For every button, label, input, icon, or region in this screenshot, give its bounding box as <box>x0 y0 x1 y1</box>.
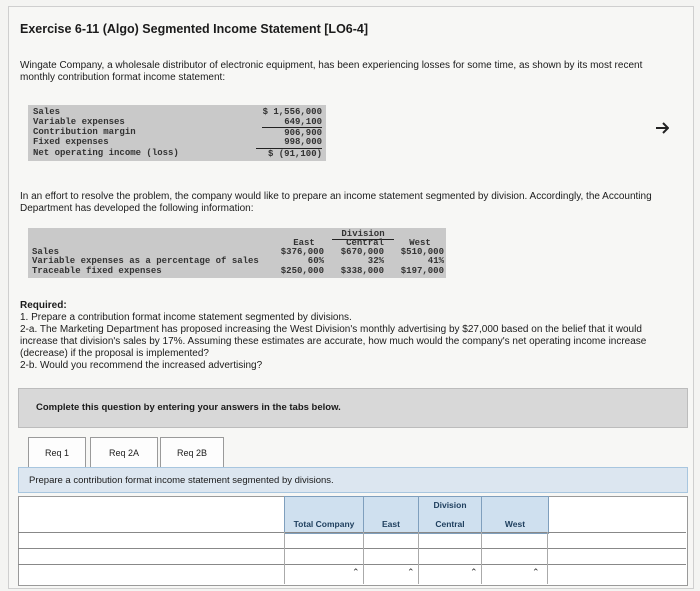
answer-col-divider <box>284 532 285 584</box>
exercise-title: Exercise 6-11 (Algo) Segmented Income Statement [LO6-4] <box>20 22 369 36</box>
header-central: Division Central <box>418 496 482 534</box>
division-cell: $197,000 <box>400 266 444 276</box>
answer-col-divider <box>547 532 548 584</box>
division-cell: 41% <box>427 256 444 266</box>
intro-text: Wingate Company, a wholesale distributor of electronic equipment, has been experiencing losses for some time, as shown by its most recent monthly contribution format income statement: <box>20 60 643 83</box>
income-row-label: Contribution margin <box>33 127 136 137</box>
answer-col-divider <box>418 532 419 584</box>
income-row-label: Sales <box>33 107 61 117</box>
tab-prompt <box>18 467 688 493</box>
prompt-text: Prepare a contribution format income statement segmented by divisions. <box>29 475 334 486</box>
division-col-header: East <box>293 238 315 248</box>
answer-label-input[interactable] <box>18 549 284 563</box>
answer-label-input[interactable] <box>18 565 284 583</box>
cursor-arrow-icon <box>655 121 669 135</box>
dropdown-caret-icon[interactable]: ⌃ <box>532 567 540 577</box>
division-cell: $670,000 <box>340 247 384 257</box>
income-row-value: $ (91,100) <box>256 148 322 159</box>
division-cell: $338,000 <box>340 266 384 276</box>
tab-req-2a[interactable]: Req 2A <box>90 437 158 469</box>
division-row-label: Traceable fixed expenses <box>32 266 162 276</box>
dropdown-caret-icon[interactable]: ⌃ <box>352 567 360 577</box>
division-cell: $510,000 <box>400 247 444 257</box>
division-row-label: Variable expenses as a percentage of sales <box>32 256 259 266</box>
division-cell: 60% <box>307 256 324 266</box>
instruction-bar <box>18 388 688 428</box>
income-row-value: $ 1,556,000 <box>262 107 322 117</box>
header-west: West <box>481 496 549 534</box>
required-item-2b: 2-b. Would you recommend the increased advertising? <box>20 360 263 371</box>
dropdown-caret-icon[interactable]: ⌃ <box>407 567 415 577</box>
income-row-value: 649,100 <box>284 117 322 127</box>
answer-col-divider <box>363 532 364 584</box>
required-section <box>20 300 680 372</box>
instruction-text: Complete this question by entering your answers in the tabs below. <box>36 402 341 413</box>
division-cell: $250,000 <box>280 266 324 276</box>
answer-division-header: Division <box>433 500 467 510</box>
division-info-table <box>28 228 446 278</box>
income-row-label: Net operating income (loss) <box>33 148 179 158</box>
dropdown-caret-icon[interactable]: ⌃ <box>470 567 478 577</box>
required-heading: Required: <box>20 300 67 311</box>
required-item-1: 1. Prepare a contribution format income statement segmented by divisions. <box>20 312 352 323</box>
income-statement-table <box>28 105 326 161</box>
income-row-label: Variable expenses <box>33 117 125 127</box>
tab-req-2b[interactable]: Req 2B <box>160 437 224 469</box>
tab-req-1[interactable]: Req 1 <box>28 437 86 469</box>
income-row-value: 998,000 <box>284 137 322 147</box>
division-col-header: Central <box>346 238 384 248</box>
division-group-header: Division <box>332 229 394 240</box>
division-cell: $376,000 <box>280 247 324 257</box>
income-row-label: Fixed expenses <box>33 137 109 147</box>
effort-text: In an effort to resolve the problem, the company would like to prepare an income statement segmented by division. Accordingly, the Accounting Department has developed the following information: <box>20 191 652 214</box>
answer-label-input[interactable] <box>18 533 284 547</box>
division-col-header: West <box>409 238 431 248</box>
header-total-company: Total Company <box>284 496 364 534</box>
division-cell: 32% <box>367 256 384 266</box>
division-row-label: Sales <box>32 247 60 257</box>
required-item-2a: 2-a. The Marketing Department has proposed increasing the West Division's monthly advertising by $27,000 based on the belief that it would increase that division's sales by 17%. Assuming these estimates are accurate, how much would the company's net operating income increase (decrease) if the proposal is implemented? <box>20 324 647 359</box>
answer-col-divider <box>481 532 482 584</box>
header-east: East <box>363 496 419 534</box>
income-row-value: 906,900 <box>262 127 322 138</box>
